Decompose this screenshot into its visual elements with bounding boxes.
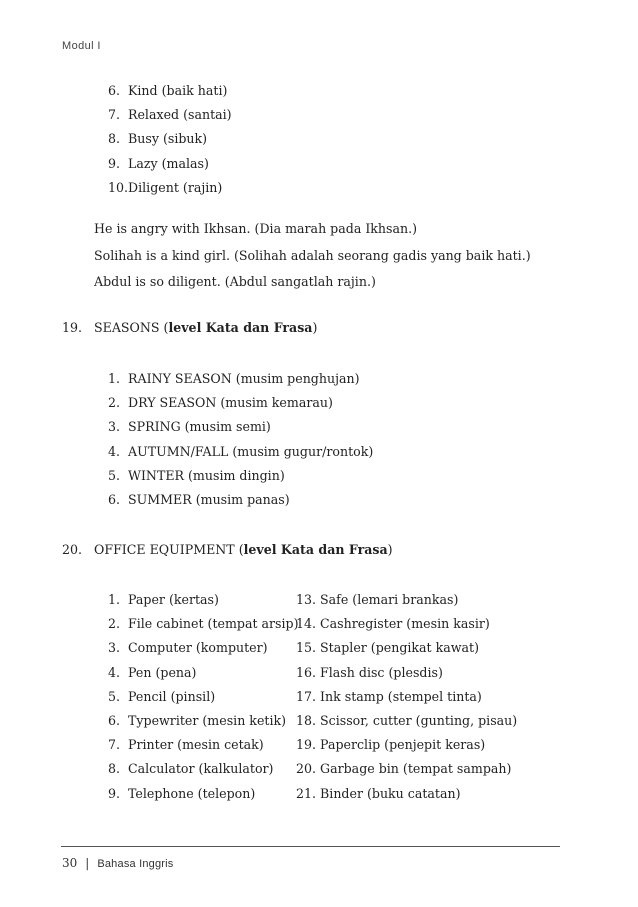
item-text: RAINY SEASON (musim penghujan) bbox=[128, 371, 360, 386]
item-text: Paper (kertas) bbox=[128, 592, 219, 607]
page-number: 30 bbox=[62, 856, 78, 870]
office-equipment-list-left bbox=[108, 588, 299, 806]
section-heading-seasons bbox=[62, 320, 317, 335]
item-number: 4. bbox=[108, 664, 121, 680]
list-item bbox=[108, 782, 299, 806]
item-text: Computer (komputer) bbox=[128, 640, 268, 656]
item-number: 8. bbox=[108, 131, 121, 147]
list-item bbox=[108, 152, 232, 176]
item-text: Busy (sibuk) bbox=[128, 131, 208, 147]
section-number: 20. bbox=[62, 542, 83, 557]
list-item bbox=[108, 391, 373, 415]
section-heading-office-equipment bbox=[62, 542, 393, 557]
example-sentence: He is angry with Ikhsan. (Dia marah pada Ikhsan.) bbox=[94, 221, 418, 236]
item-number: 1. bbox=[108, 592, 121, 607]
list-item: 17. Ink stamp (stempel tinta) bbox=[296, 688, 482, 704]
list-item bbox=[108, 103, 232, 127]
running-header: Modul I bbox=[62, 40, 101, 52]
list-item bbox=[108, 733, 299, 757]
section-title-end: ) bbox=[312, 320, 318, 335]
item-number: 2. bbox=[108, 395, 121, 411]
item-text: SPRING (musim semi) bbox=[128, 419, 271, 435]
item-text: Diligent (rajin) bbox=[128, 179, 223, 195]
item-text: Printer (mesin cetak) bbox=[128, 737, 264, 753]
footer-separator: | bbox=[85, 856, 90, 870]
list-item bbox=[108, 661, 299, 685]
section-title-end: ) bbox=[387, 542, 393, 557]
list-item: 13. Safe (lemari brankas) bbox=[296, 592, 459, 607]
item-number: 3. bbox=[108, 419, 121, 435]
item-number: 7. bbox=[108, 737, 121, 753]
list-item bbox=[108, 488, 373, 512]
item-number: 1. bbox=[108, 371, 121, 386]
example-sentence: Abdul is so diligent. (Abdul sangatlah rajin.) bbox=[94, 274, 376, 289]
item-text: Pen (pena) bbox=[128, 664, 197, 680]
list-item bbox=[108, 464, 373, 488]
item-number: 9. bbox=[108, 785, 121, 801]
office-equipment-list-right bbox=[296, 588, 517, 806]
item-text: AUTUMN/FALL (musim gugur/rontok) bbox=[128, 443, 374, 459]
list-item bbox=[108, 685, 299, 709]
item-text: DRY SEASON (musim kemarau) bbox=[128, 395, 333, 411]
section-title-bold: level Kata dan Frasa bbox=[243, 542, 388, 557]
list-item: 21. Binder (buku catatan) bbox=[296, 785, 461, 801]
list-item bbox=[108, 757, 299, 781]
item-text: WINTER (musim dingin) bbox=[128, 467, 285, 483]
item-number: 6. bbox=[108, 83, 121, 98]
item-number: 4. bbox=[108, 443, 121, 459]
list-item: 15. Stapler (pengikat kawat) bbox=[296, 640, 480, 656]
list-item bbox=[108, 415, 373, 439]
list-item bbox=[108, 709, 299, 733]
list-item bbox=[108, 440, 373, 464]
section-title-bold: level Kata dan Frasa bbox=[168, 320, 313, 335]
item-text: Calculator (kalkulator) bbox=[128, 761, 274, 777]
list-item: 19. Paperclip (penjepit keras) bbox=[296, 737, 486, 753]
list-item: 16. Flash disc (plesdis) bbox=[296, 664, 443, 680]
item-text: SUMMER (musim panas) bbox=[128, 492, 290, 508]
list-item bbox=[108, 176, 232, 200]
adjective-list-continued bbox=[108, 79, 232, 200]
example-sentence: Solihah is a kind girl. (Solihah adalah seorang gadis yang baik hati.) bbox=[94, 248, 531, 263]
list-item bbox=[108, 612, 299, 636]
item-number: 7. bbox=[108, 107, 121, 123]
book-title: Bahasa Inggris bbox=[97, 858, 174, 870]
item-text: Kind (baik hati) bbox=[128, 83, 228, 98]
section-number: 19. bbox=[62, 320, 83, 335]
list-item: 18. Scissor, cutter (gunting, pisau) bbox=[296, 713, 518, 729]
footer-divider bbox=[61, 846, 560, 847]
item-number: 9. bbox=[108, 155, 121, 171]
page-footer bbox=[62, 856, 174, 870]
item-number: 2. bbox=[108, 616, 121, 632]
item-text: Telephone (telepon) bbox=[128, 785, 256, 801]
item-number: 6. bbox=[108, 713, 121, 729]
item-text: Lazy (malas) bbox=[128, 155, 209, 171]
item-number: 5. bbox=[108, 467, 121, 483]
item-number: 5. bbox=[108, 688, 121, 704]
item-text: File cabinet (tempat arsip) bbox=[128, 616, 299, 632]
item-number: 6. bbox=[108, 492, 121, 508]
item-text: Relaxed (santai) bbox=[128, 107, 232, 123]
list-item bbox=[108, 79, 232, 103]
item-number: 3. bbox=[108, 640, 121, 656]
list-item: 20. Garbage bin (tempat sampah) bbox=[296, 761, 512, 777]
list-item bbox=[108, 367, 373, 391]
item-number: 8. bbox=[108, 761, 121, 777]
item-text: Typewriter (mesin ketik) bbox=[128, 713, 287, 729]
list-item bbox=[108, 636, 299, 660]
item-text: Pencil (pinsil) bbox=[128, 688, 216, 704]
list-item bbox=[108, 588, 299, 612]
seasons-list bbox=[108, 367, 373, 512]
section-title: SEASONS ( bbox=[94, 320, 169, 335]
list-item bbox=[108, 127, 232, 151]
section-title: OFFICE EQUIPMENT ( bbox=[94, 542, 244, 557]
list-item: 14. Cashregister (mesin kasir) bbox=[296, 616, 490, 632]
item-number: 10. bbox=[108, 179, 129, 195]
